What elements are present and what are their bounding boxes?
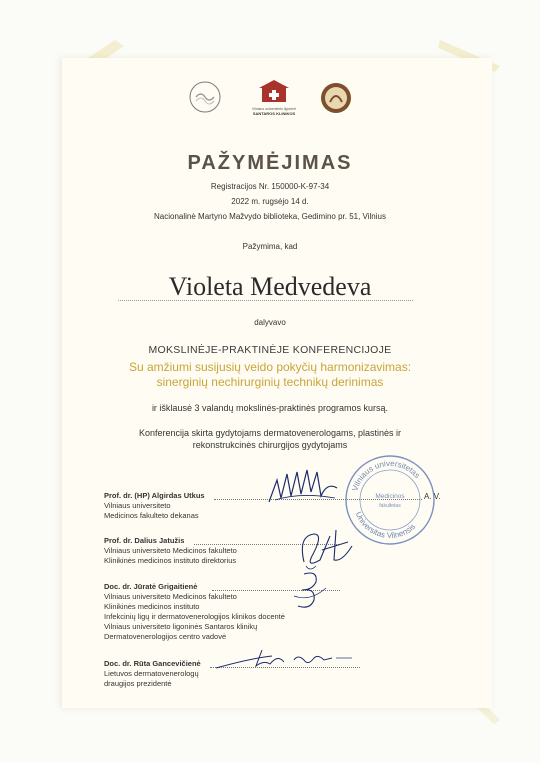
signatory-2-line2: Klinikinės medicinos instituto direktorius <box>104 556 237 565</box>
signature-3 <box>286 566 336 616</box>
signature-4 <box>212 644 362 672</box>
signatory-3 <box>104 582 285 642</box>
certificate-venue: Nacionalinė Martyno Mažvydo biblioteka, Gedimino pr. 51, Vilnius <box>154 212 386 221</box>
university-logo <box>188 80 222 119</box>
signatory-1-name: Prof. dr. (HP) Algirdas Utkus <box>104 491 205 500</box>
svg-text:Vilniaus universitetas <box>350 459 421 492</box>
certificate-date: 2022 m. rugsėjo 14 d. <box>231 197 309 206</box>
santaros-klinikos-logo <box>248 80 300 116</box>
conference-type: MOKSLINĖJE-PRAKTINĖJE KONFERENCIJOJE <box>148 344 392 356</box>
signature-1 <box>265 462 345 512</box>
signatory-4-line1: Lietuvos dermatovenerologų <box>104 669 199 678</box>
audience-line2: rekonstrukcinės chirurgijos gydytojams <box>192 440 348 450</box>
stamp-center-line2: fakultetas <box>379 503 401 509</box>
audience-line1: Konferencija skirta gydytojams dermatovenerologams, plastinės ir <box>138 428 402 438</box>
signatory-2-line1: Vilniaus universiteto Medicinos fakulteto <box>104 546 237 555</box>
certificate-title: PAŽYMĖJIMAS <box>187 152 353 174</box>
signatory-4 <box>104 659 201 689</box>
signatory-1-line2: Medicinos fakulteto dekanas <box>104 511 199 520</box>
registration-number: Registracijos Nr. 150000-K-97-34 <box>210 182 330 191</box>
signatory-3-name: Doc. dr. Jūratė Grigaitienė <box>104 582 198 591</box>
signatory-3-line1: Vilniaus universiteto Medicinos fakulteto <box>104 592 237 601</box>
stamp-bottom-text: Universitas Vilnensis <box>353 510 418 541</box>
stamp-initials: A. V. <box>424 492 441 501</box>
course-text: ir išklausė 3 valandų mokslinės-praktinės programos kursą. <box>151 403 389 413</box>
recipient-name: Violeta Medvedeva <box>168 272 372 301</box>
signatory-2-name: Prof. dr. Dalius Jatužis <box>104 536 185 545</box>
certify-text: Pažymima, kad <box>242 242 298 251</box>
stamp-top-text: Vilniaus universitetas <box>350 458 422 493</box>
signatory-2 <box>104 536 237 566</box>
participated-text: dalyvavo <box>254 318 286 327</box>
signatory-3-line3: Infekcinių ligų ir dermatovenerologijos klinikos docentė <box>104 612 285 621</box>
signatory-3-line5: Dermatovenerologijos centro vadovė <box>104 632 227 641</box>
signatory-3-line2: Klinikinės medicinos instituto <box>104 602 200 611</box>
society-logo <box>320 82 352 119</box>
conference-topic-line2: sinerginių nechirurginių technikų derinimas <box>156 375 384 389</box>
logo-caption-line2: SANTAROS KLINIKOS <box>252 111 296 116</box>
conference-topic-line1: Su amžiumi susijusių veido pokyčių harmonizavimas: <box>128 360 412 374</box>
signatory-1 <box>104 491 205 521</box>
name-underline <box>118 300 413 301</box>
stamp-center-line1: Medicinos <box>375 493 405 500</box>
signatory-1-line1: Vilniaus universiteto <box>104 501 171 510</box>
signatory-4-name: Doc. dr. Rūta Gancevičienė <box>104 659 201 668</box>
signatory-4-line2: draugijos prezidentė <box>104 679 172 688</box>
signatory-3-line4: Vilniaus universiteto ligoninės Santaros klinikų <box>104 622 258 631</box>
logo-caption-line1: Vilniaus universiteto ligoninė <box>251 107 297 111</box>
